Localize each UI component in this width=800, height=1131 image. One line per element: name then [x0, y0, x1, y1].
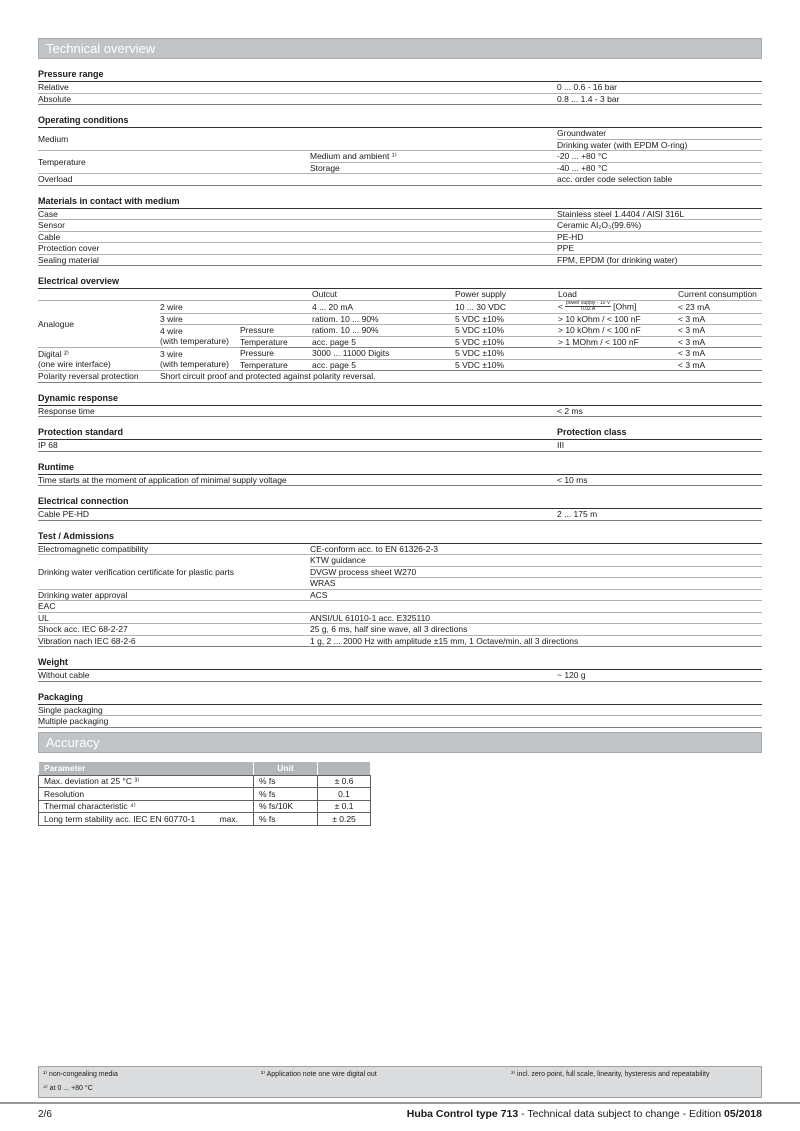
row-value: WRAS	[310, 578, 336, 589]
row-label: Multiple packaging	[38, 716, 109, 727]
col-header-current: Current consumption	[678, 289, 762, 300]
row-value: < 10 ms	[557, 474, 588, 485]
medium-row-group	[38, 128, 762, 151]
section-dynamic-response	[38, 393, 762, 418]
wire-cell-digital: 3 wire (with temperature)	[160, 348, 240, 371]
verification-row-group	[38, 555, 762, 590]
page-number: 2/6	[38, 1109, 52, 1120]
current-cell: < 3 mA	[678, 359, 762, 371]
row-label: Temperature	[38, 157, 86, 167]
table-row	[38, 509, 762, 521]
section-title: Materials in contact with medium	[38, 196, 762, 209]
row-label: Time starts at the moment of application of minimal supply voltage	[38, 474, 287, 485]
section-electrical-overview	[38, 276, 762, 383]
section-protection-standard	[38, 427, 762, 452]
mode-cell: Temperature	[240, 359, 312, 371]
row-label: EAC	[38, 601, 56, 612]
row-label: Protection cover	[38, 243, 100, 254]
row-label: Sensor	[38, 220, 65, 231]
table-row	[38, 300, 762, 313]
table-row	[38, 82, 762, 94]
load-cell: > 1 MOhm / < 100 nF	[558, 336, 678, 348]
table-row	[38, 613, 762, 625]
section-packaging	[38, 692, 762, 728]
power-cell: 5 VDC ±10%	[455, 313, 558, 325]
current-cell: < 3 mA	[678, 313, 762, 325]
row-label: Case	[38, 208, 58, 219]
parameter-cell: Long term stability acc. IEC EN 60770-1 max.	[39, 813, 254, 826]
temperature-values	[310, 151, 762, 173]
table-row	[39, 788, 371, 801]
output-cell: acc. page 5	[312, 336, 455, 348]
row-value: 1 g, 2 ... 2000 Hz with amplitude ±15 mm, 1 Octave/min. all 3 directions	[310, 635, 579, 646]
table-row	[38, 601, 762, 613]
formula-numerator: power supply - 10 V	[565, 300, 611, 306]
row-value: Short circuit proof and protected against polarity reversal.	[160, 371, 762, 383]
section-title: Electrical connection	[38, 496, 762, 509]
temperature-row-group	[38, 151, 762, 174]
row-value: acc. order code selection table	[557, 174, 673, 185]
formula-denominator: 0.02 A	[580, 306, 596, 312]
unit-cell: % fs/10K	[254, 800, 318, 813]
row-value: ANSI/UL 61010-1 acc. E325110	[310, 612, 431, 623]
medium-values	[557, 128, 762, 150]
row-label: Drinking water approval	[38, 589, 128, 600]
row-value: ACS	[310, 589, 328, 600]
section-title: Pressure range	[38, 69, 762, 82]
col-header-parameter: Parameter	[39, 761, 254, 775]
row-value: 25 g, 6 ms, half sine wave, all 3 directions	[310, 624, 468, 635]
footer-middle: - Technical data subject to change - Edition	[518, 1108, 725, 1120]
row-label: Electromagnetic compatibility	[38, 543, 149, 554]
value-cell: 0.1	[318, 788, 371, 801]
table-row	[38, 255, 762, 267]
col-header-output: Outcut	[312, 289, 455, 300]
row-value: CE-conform acc. to EN 61326-2-3	[310, 543, 439, 554]
row-value: PPE	[557, 243, 575, 254]
row-value: PE-HD	[557, 231, 584, 242]
table-row	[38, 220, 762, 232]
parameter-cell: Thermal characteristic ⁴⁾	[39, 800, 254, 813]
section-title: Weight	[38, 657, 762, 670]
product-name: Huba Control type 713	[406, 1108, 519, 1120]
section-title: Dynamic response	[38, 393, 762, 406]
load-cell: > 10 kOhm / < 100 nF	[558, 325, 678, 337]
protection-class-header: Protection class	[557, 427, 627, 437]
row-label: Relative	[38, 82, 69, 93]
row-value: 0.8 ... 1.4 - 3 bar	[557, 93, 620, 104]
footer-divider	[0, 1102, 800, 1104]
condition-label: Medium and ambient ¹⁾	[310, 150, 397, 161]
header-row	[39, 761, 371, 775]
row-value: Drinking water (with EPDM O-ring)	[557, 139, 688, 150]
row-value: Stainless steel 1.4404 / AISI 316L	[557, 208, 685, 219]
section-operating-conditions	[38, 115, 762, 186]
row-value: Groundwater	[557, 128, 607, 139]
section-title	[38, 427, 762, 440]
table-row	[38, 544, 762, 556]
current-cell: < 3 mA	[678, 336, 762, 348]
section-bar-accuracy: Accuracy	[38, 732, 762, 753]
row-value: -40 ... +80 °C	[557, 162, 608, 173]
row-label: IP 68	[38, 440, 58, 451]
section-title: Test / Admissions	[38, 531, 762, 544]
section-pressure-range	[38, 69, 762, 105]
row-label: UL	[38, 612, 49, 623]
section-weight	[38, 657, 762, 682]
power-cell: 5 VDC ±10%	[455, 348, 558, 360]
group-label-digital: Digital ²⁾ (one wire interface)	[38, 348, 160, 371]
table-row	[38, 440, 762, 452]
table-row	[38, 406, 762, 418]
table-row	[38, 590, 762, 602]
row-label: Response time	[38, 405, 95, 416]
row-label: Shock acc. IEC 68-2-27	[38, 624, 128, 635]
table-row	[38, 232, 762, 244]
section-title: Operating conditions	[38, 115, 762, 128]
current-cell: < 3 mA	[678, 348, 762, 360]
load-formula-fraction	[565, 301, 611, 313]
col-header-unit: Unit	[254, 761, 318, 775]
row-value: DVGW process sheet W270	[310, 566, 417, 577]
unit-cell: % fs	[254, 788, 318, 801]
row-label: Single packaging	[38, 704, 103, 715]
table-row	[38, 94, 762, 106]
wire-cell: 3 wire	[160, 313, 240, 325]
section-runtime	[38, 462, 762, 487]
wire-cell-4wire: 4 wire (with temperature)	[160, 325, 240, 348]
row-label: Cable	[38, 231, 61, 242]
table-row	[39, 775, 371, 788]
footnotes-box	[38, 1066, 762, 1098]
section-electrical-connection	[38, 496, 762, 521]
section-test-admissions	[38, 531, 762, 648]
accuracy-table	[38, 761, 371, 826]
row-value: FPM, EPDM (for drinking water)	[557, 254, 678, 265]
row-value: 0 ... 0.6 - 16 bar	[557, 82, 618, 93]
load-cell	[558, 348, 678, 360]
parameter-cell: Resolution	[39, 788, 254, 801]
current-cell: < 3 mA	[678, 325, 762, 337]
mode-cell: Temperature	[240, 336, 312, 348]
col-header-load: Load	[558, 289, 678, 300]
table-row	[38, 371, 762, 383]
parameter-suffix: max.	[219, 813, 238, 824]
row-label: Drinking water verification certificate for plastic parts	[38, 566, 235, 577]
output-cell: 3000 ... 11000 Digits	[312, 348, 455, 360]
group-label-analogue: Analogue	[38, 300, 160, 348]
load-formula-prefix: <	[558, 300, 563, 311]
table-row	[38, 209, 762, 221]
table-row	[38, 670, 762, 682]
footnote-4: ⁴⁾ at 0 ... +80 °C	[43, 1084, 93, 1092]
table-row	[38, 475, 762, 487]
table-row	[39, 800, 371, 813]
section-title: Electrical overview	[38, 276, 762, 289]
row-value: KTW guidance	[310, 555, 366, 566]
table-row	[39, 813, 371, 826]
power-cell: 5 VDC ±10%	[455, 336, 558, 348]
table-row	[38, 636, 762, 648]
footnote-1: ¹⁾ non-congealing media	[43, 1071, 118, 1078]
row-value: -20 ... +80 °C	[557, 151, 608, 162]
wire-cell: 2 wire	[160, 300, 240, 313]
col-header-value	[318, 761, 371, 775]
row-label: Absolute	[38, 93, 72, 104]
power-cell: 5 VDC ±10%	[455, 325, 558, 337]
power-cell: 5 VDC ±10%	[455, 359, 558, 371]
parameter-cell: Max. deviation at 25 °C ³⁾	[39, 775, 254, 788]
row-value: III	[557, 440, 565, 451]
unit-cell: % fs	[254, 775, 318, 788]
table-row	[38, 174, 762, 186]
output-cell: acc. page 5	[312, 359, 455, 371]
table-row	[38, 348, 762, 360]
footer-text	[407, 1108, 762, 1120]
table-row	[38, 624, 762, 636]
section-title: Packaging	[38, 692, 762, 705]
row-value: Ceramic Al₂O₃(99.6%)	[557, 220, 642, 231]
row-label: Polarity reversal protection	[38, 371, 160, 383]
row-value: < 2 ms	[557, 405, 583, 416]
protection-standard-header: Protection standard	[38, 427, 124, 437]
row-label: Cable PE-HD	[38, 509, 90, 520]
row-value: 2 ... 175 m	[557, 509, 598, 520]
mode-cell: Pressure	[240, 348, 312, 360]
row-label: Overload	[38, 174, 73, 185]
row-label: Without cable	[38, 670, 90, 681]
condition-label: Storage	[310, 162, 340, 173]
verification-values	[310, 555, 762, 589]
page-footer	[38, 1108, 762, 1120]
table-row	[38, 243, 762, 255]
row-value: ~ 120 g	[557, 670, 586, 681]
row-label: Medium	[38, 134, 69, 144]
row-label: Vibration nach IEC 68-2-6	[38, 635, 136, 646]
value-cell: ± 0.1	[318, 800, 371, 813]
table-row	[38, 716, 762, 728]
footnote-2: ²⁾ Application note one wire digital out	[261, 1071, 377, 1078]
value-cell: ± 0.25	[318, 813, 371, 826]
row-label: Sealing material	[38, 254, 99, 265]
footnote-3: ³⁾ incl. zero point, full scale, linearity, hysteresis and repeatability	[511, 1071, 710, 1078]
section-bar-technical-overview: Technical overview	[38, 38, 762, 59]
electrical-overview-table	[38, 289, 762, 383]
output-cell: ratiom. 10 ... 90%	[312, 325, 455, 337]
load-cell	[558, 300, 678, 313]
load-formula-suffix: [Ohm]	[613, 300, 637, 311]
output-cell: 4 ... 20 mA	[312, 300, 455, 313]
value-cell: ± 0.6	[318, 775, 371, 788]
section-title: Runtime	[38, 462, 762, 475]
table-row	[38, 705, 762, 717]
output-cell: ratiom. 10 ... 90%	[312, 313, 455, 325]
unit-cell: % fs	[254, 813, 318, 826]
load-cell	[558, 359, 678, 371]
col-header-power-supply: Power supply	[455, 289, 558, 300]
load-cell: > 10 kOhm / < 100 nF	[558, 313, 678, 325]
current-cell: < 23 mA	[678, 300, 762, 313]
header-row	[38, 289, 762, 300]
section-materials	[38, 196, 762, 267]
power-cell: 10 ... 30 VDC	[455, 300, 558, 313]
edition: 05/2018	[724, 1108, 762, 1120]
mode-cell: Pressure	[240, 325, 312, 337]
